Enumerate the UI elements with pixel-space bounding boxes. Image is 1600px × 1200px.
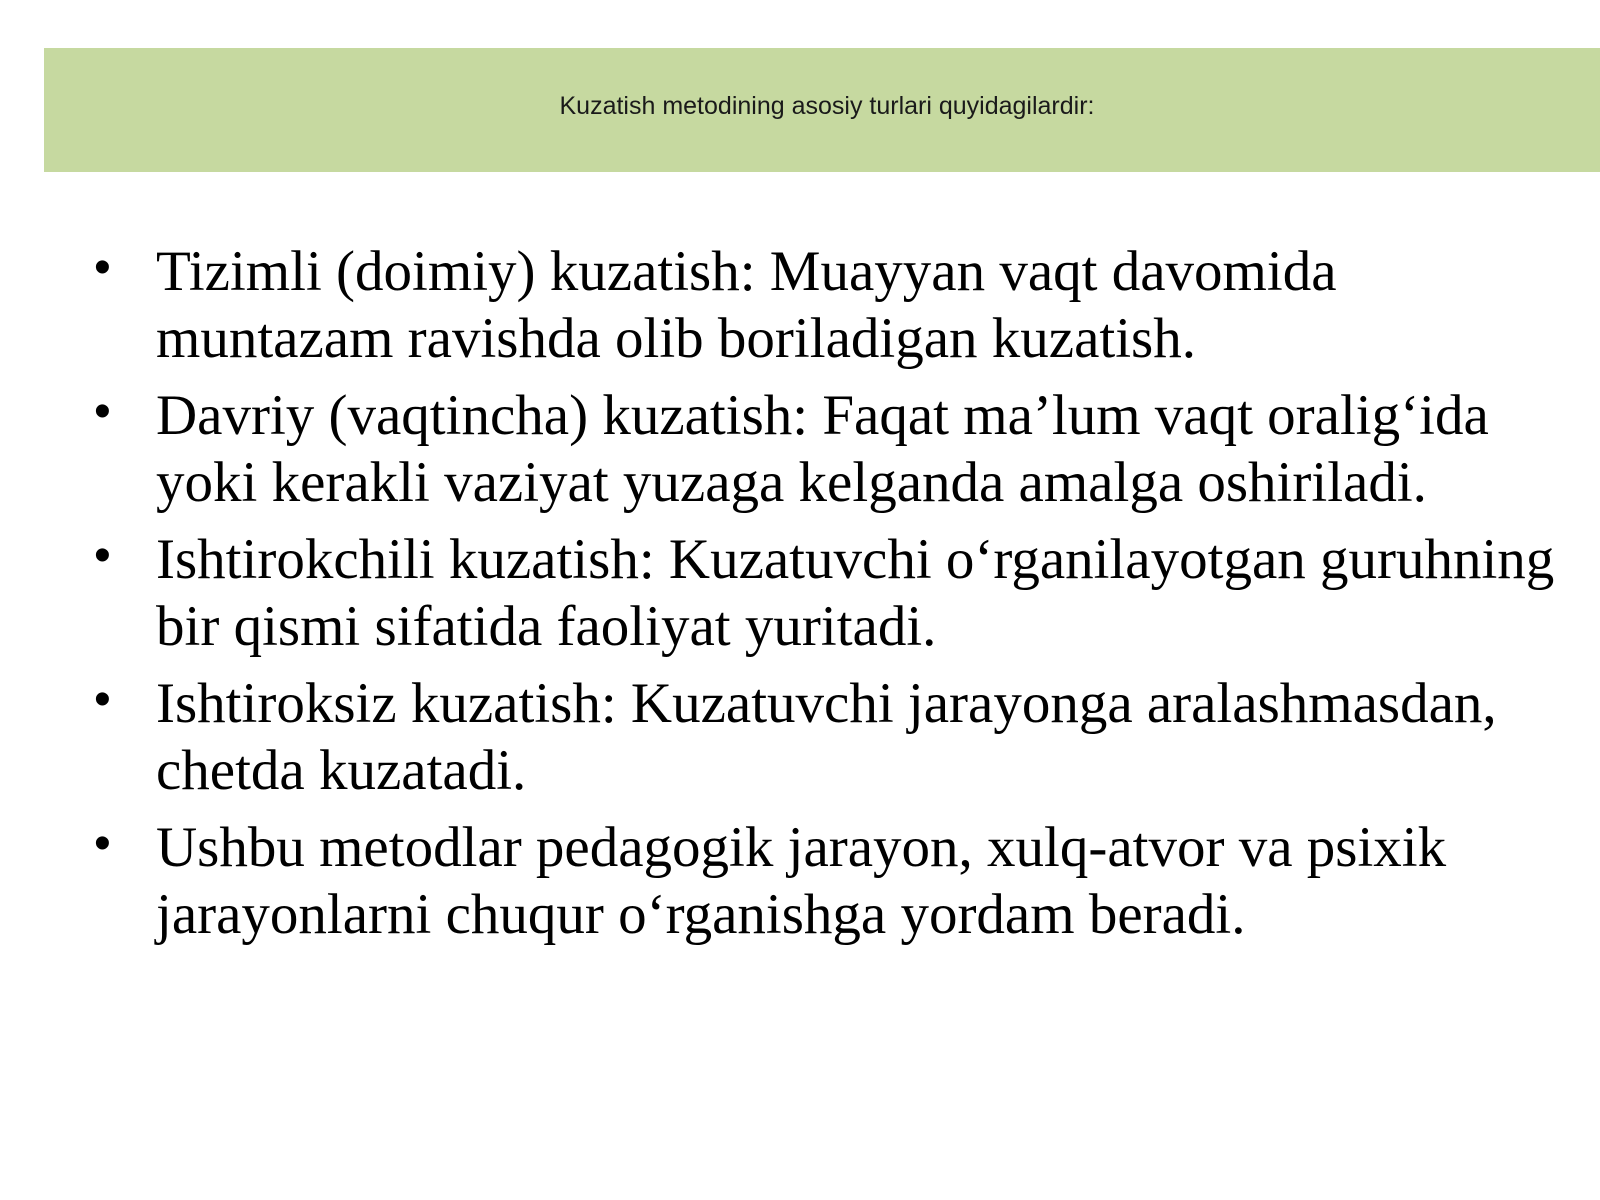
- bullet-dot-icon: •: [94, 673, 111, 726]
- bullet-item: [92, 814, 1562, 948]
- bullet-list: [92, 238, 1562, 958]
- bullet-item: [92, 382, 1562, 516]
- bullet-dot-icon: •: [94, 817, 111, 870]
- bullet-item: [92, 670, 1562, 804]
- bullet-text: Davriy (vaqtincha) kuzatish: Faqat ma’lum vaqt oralig‘ida yoki kerakli vaziyat yuzaga kelganda amalga oshiriladi.: [156, 384, 1489, 514]
- bullet-text: Tizimli (doimiy) kuzatish: Muayyan vaqt davomida muntazam ravishda olib boriladigan kuzatish.: [156, 240, 1337, 370]
- bullet-text: Ishtiroksiz kuzatish: Kuzatuvchi jarayonga aralashmasdan, chetda kuzatadi.: [156, 672, 1497, 802]
- title-bar: [44, 48, 1600, 172]
- bullet-dot-icon: •: [94, 241, 111, 294]
- bullet-text: Ushbu metodlar pedagogik jarayon, xulq-atvor va psixik jarayonlarni chuqur o‘rganishga yordam beradi.: [156, 816, 1447, 946]
- bullet-dot-icon: •: [94, 529, 111, 582]
- slide-title: Kuzatish metodining asosiy turlari quyidagilardir:: [559, 91, 1095, 120]
- bullet-item: [92, 526, 1562, 660]
- bullet-text: Ishtirokchili kuzatish: Kuzatuvchi o‘rganilayotgan guruhning bir qismi sifatida faoliyat yuritadi.: [156, 528, 1555, 658]
- bullet-dot-icon: •: [94, 385, 111, 438]
- bullet-item: [92, 238, 1562, 372]
